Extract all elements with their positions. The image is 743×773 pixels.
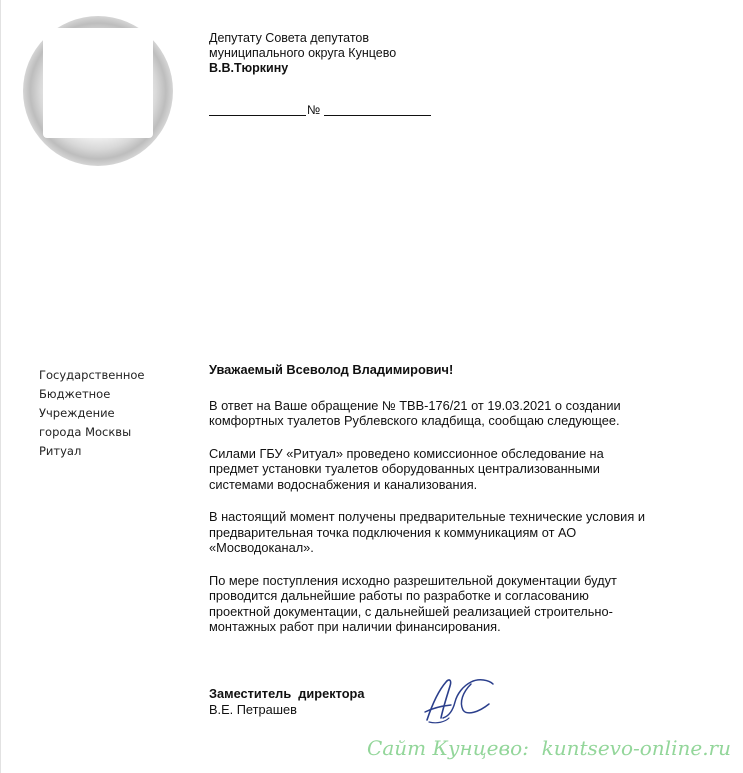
paragraph-line: проектной документации, с дальнейшей реализацией строительно- <box>209 603 613 619</box>
paragraph-line: В настоящий момент получены предварительные технические условия и <box>209 509 645 524</box>
paragraph-1 <box>209 398 729 429</box>
paragraph-line: предмет установки туалетов оборудованных централизованными <box>209 461 600 476</box>
salutation: Уважаемый Всеволод Владимирович! <box>209 362 454 377</box>
paragraph-line: монтажных работ при наличии финансирования. <box>209 619 501 634</box>
letter-body <box>209 362 729 652</box>
paragraph-line: «Мосводоканал». <box>209 540 314 555</box>
paragraph-2 <box>209 446 729 493</box>
paragraph-line: проводится дальнейшие работы по разработке и согласованию <box>209 588 589 603</box>
signer-name: В.Е. Петрашев <box>209 702 297 717</box>
recipient-block <box>209 31 509 76</box>
registration-line <box>209 101 434 119</box>
organization-line: Бюджетное <box>39 387 111 401</box>
paragraph-line: В ответ на Ваше обращение № ТВВ-176/21 от 19.03.2021 о создании <box>209 397 621 413</box>
paragraph-line: Силами ГБУ «Ритуал» проведено комиссионное обследование на <box>209 445 604 461</box>
organization-line: Государственное <box>39 368 145 382</box>
organization-line: города Москвы <box>39 425 132 439</box>
paragraph-line: комфортных туалетов Рублевского кладбища, сообщаю следующее. <box>209 413 620 428</box>
paragraph-line: предварительная точка подключения к коммуникациям от АО <box>209 524 577 540</box>
paragraph-line: системами водоснабжения и канализования. <box>209 476 478 492</box>
paragraph-3 <box>209 509 729 556</box>
signer-block <box>209 686 429 718</box>
organization-block <box>39 366 179 461</box>
organization-line: Ритуал <box>39 444 82 458</box>
site-watermark: Сайт Кунцево: kuntsevo-online.ru <box>367 736 731 760</box>
number-sign: № <box>307 103 321 117</box>
recipient-line-2: муниципального округа Кунцево <box>209 46 397 60</box>
date-blank <box>209 115 306 116</box>
paragraph-line: По мере поступления исходно разрешительной документации будут <box>209 572 617 588</box>
signer-post: Заместитель директора <box>209 686 365 701</box>
handwritten-signature-icon <box>419 672 505 728</box>
recipient-name: В.В.Тюркину <box>209 61 289 75</box>
blurred-emblem-icon <box>43 28 153 138</box>
recipient-line-1: Депутату Совета депутатов <box>209 31 370 45</box>
paragraph-4 <box>209 573 729 635</box>
organization-line: Учреждение <box>39 406 115 420</box>
number-blank <box>324 115 431 116</box>
